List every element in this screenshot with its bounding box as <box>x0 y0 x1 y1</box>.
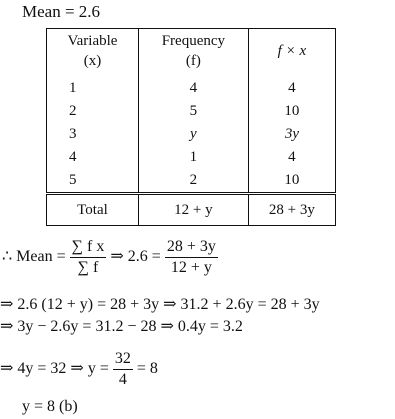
equation-step-4 <box>0 350 158 389</box>
fraction-sum-fx-over-sum-f: $\frac{\text{∑ f x}}{\sum f}$ <box>71 238 105 276</box>
cell-x: 1 <box>47 73 139 100</box>
cell-fx: 10 <box>248 100 335 123</box>
cell-x: 4 <box>47 146 139 169</box>
cell-fx: 4 <box>248 73 335 100</box>
table-total-row <box>47 194 336 226</box>
equation-step-3: ⇒ 3y − 2.6y = 31.2 − 28 ⇒ 0.4y = 3.2 <box>0 318 243 335</box>
total-fx: 28 + 3y <box>248 194 335 226</box>
cell-fx: 4 <box>248 146 335 169</box>
step4-prefix: ⇒ 4y = 32 ⇒ y = <box>0 360 109 378</box>
total-f: 12 + y <box>138 194 248 226</box>
cell-f: 1 <box>138 146 248 169</box>
step4-suffix: = 8 <box>136 360 158 378</box>
table-row <box>47 169 336 194</box>
header-frequency: Frequency (f) <box>138 29 248 74</box>
frequency-table <box>46 28 336 226</box>
step1-mid: ⇒ 2.6 = <box>110 248 161 266</box>
table-row <box>47 100 336 123</box>
cell-fx: 3y <box>248 123 335 146</box>
cell-f: y <box>138 123 248 146</box>
cell-x: 2 <box>47 100 139 123</box>
total-label: Total <box>47 194 139 226</box>
cell-f: 2 <box>138 169 248 194</box>
final-answer: y = 8 (b) <box>22 398 78 415</box>
fraction-32-over-4: $\frac{32}{4}$ <box>114 350 131 388</box>
table-row <box>47 123 336 146</box>
cell-fx: 10 <box>248 169 335 194</box>
table-header-row <box>47 29 336 74</box>
header-product: f × x <box>248 29 335 74</box>
cell-f: 5 <box>138 100 248 123</box>
table-row <box>47 146 336 169</box>
equation-step-2: ⇒ 2.6 (12 + y) = 28 + 3y ⇒ 31.2 + 2.6y = 28 + 3y <box>0 296 320 313</box>
mean-formula-step <box>2 238 218 277</box>
cell-f: 4 <box>138 73 248 100</box>
cell-x: 5 <box>47 169 139 194</box>
given-mean: Mean = 2.6 <box>22 2 101 21</box>
cell-x: 3 <box>47 123 139 146</box>
fraction-total-ratio: $\frac{28 + 3y}{12 + y}$ <box>166 238 216 276</box>
step1-prefix: ∴ Mean = <box>2 248 66 266</box>
header-variable: Variable (x) <box>47 29 139 74</box>
table-row <box>47 73 336 100</box>
